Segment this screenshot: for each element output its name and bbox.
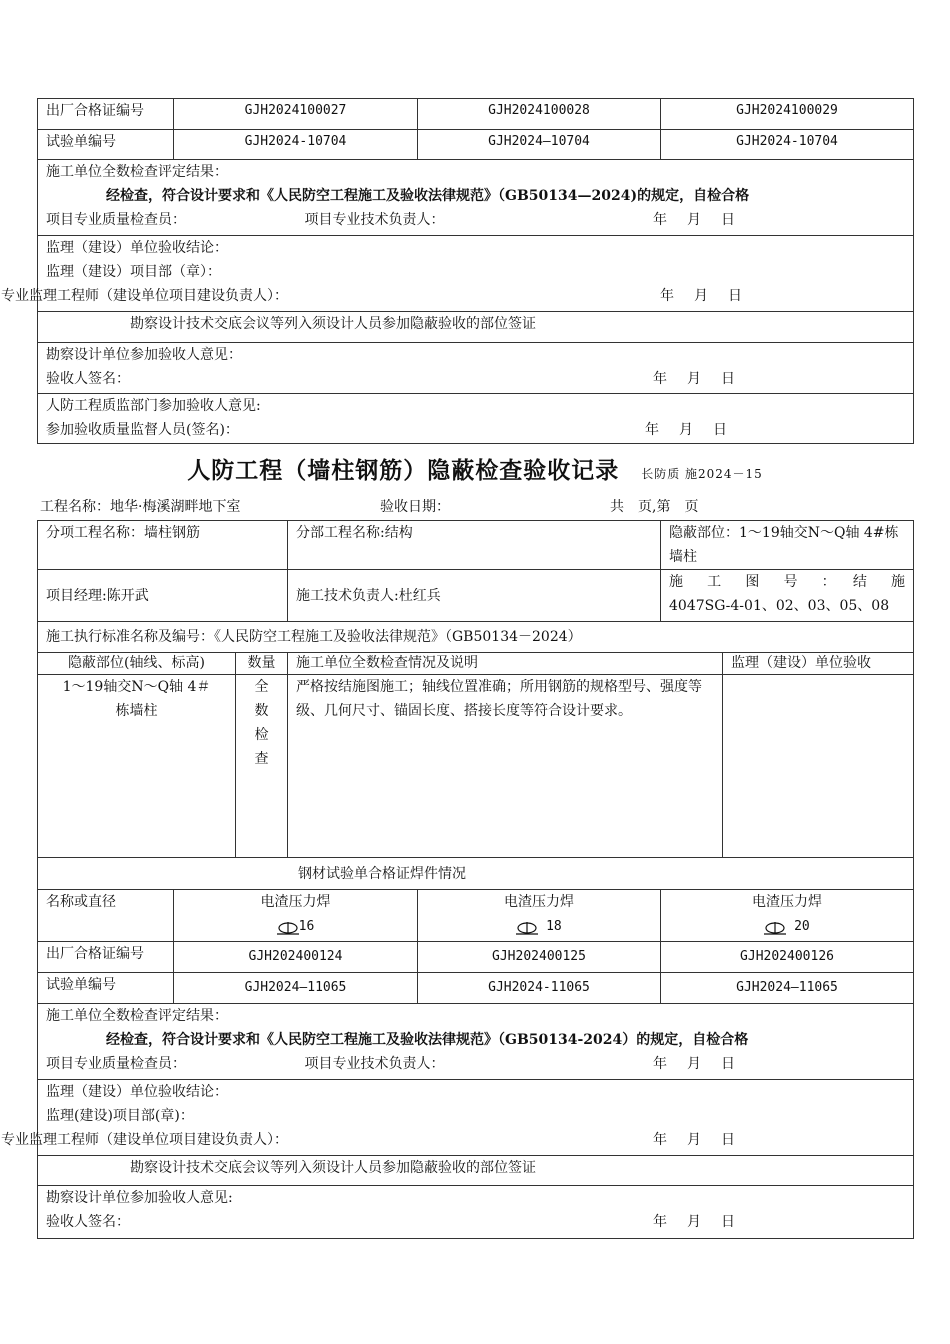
supervision-dept: 监理(建设)项目部(章)： [46, 1108, 194, 1124]
date-fields: 年 月 日 [660, 288, 742, 304]
lower-record-table [1, 520, 920, 1239]
weld-cell [174, 890, 418, 942]
acceptance-date: 验收日期： [380, 499, 450, 515]
title-main: 人防工程（墙柱钢筋）隐蔽检查验收记录 [187, 458, 620, 484]
steel-header: 钢材试验单合格证焊件情况 [38, 858, 914, 890]
test-number: GJH2024—10704 [418, 130, 661, 160]
tech-lead-label: 项目专业技术负责人： [304, 1056, 445, 1072]
eval-cell [38, 160, 914, 236]
civil-defense-cell [38, 394, 914, 444]
eval-label: 施工单位全数检查评定结果： [46, 164, 228, 180]
project-manager: 项目经理:陈开武 [38, 570, 288, 622]
record-title [0, 452, 950, 485]
col-desc: 施工单位全数检查情况及说明 [288, 653, 723, 675]
page-count: 共 页,第 页 [610, 499, 699, 515]
hidden-part: 隐蔽部位：1～19轴交N～Q轴 4#栋墙柱 [661, 521, 914, 570]
survey-opinion: 勘察设计单位参加验收人意见: [46, 1190, 233, 1206]
qty-value: 全数检查 [236, 675, 288, 858]
survey-header: 勘察设计技术交底会议等列入须设计人员参加隐蔽验收的部位签证 [38, 1156, 914, 1186]
diameter: 20 [786, 919, 810, 934]
supervision-engineer: 专业监理工程师（建设单位项目建设负责人）： [1, 1132, 288, 1148]
survey-opinion: 勘察设计单位参加验收人意见： [46, 347, 242, 363]
rebar-diameter-icon [764, 919, 786, 933]
civil-sign: 参加验收质量监督人员(签名)： [46, 422, 239, 438]
project-name: 工程名称：地华·梅溪湖畔地下室 [40, 499, 241, 515]
upper-record-table [1, 98, 914, 444]
test-number: GJH2024-11065 [418, 973, 661, 1004]
eval-label: 施工单位全数检查评定结果： [46, 1008, 228, 1024]
rebar-diameter-icon [516, 919, 538, 933]
title-code: 长防质 施2024－15 [641, 467, 763, 481]
supervision-dept: 监理（建设）项目部（章）： [46, 264, 221, 280]
diameter: 18 [538, 919, 562, 934]
test-number: GJH2024-10704 [661, 130, 914, 160]
test-number: GJH2024-10704 [174, 130, 418, 160]
eval-cell [38, 1004, 914, 1080]
survey-sign: 验收人签名： [46, 371, 130, 387]
project-line [40, 496, 910, 518]
eval-text: 经检查，符合设计要求和《人民防空工程施工及验收法律规范》（GB50134—2024)的规定，自检合格 [106, 188, 750, 204]
weld-cell [418, 890, 661, 942]
name-label: 名称或直径 [38, 890, 174, 942]
cert-number: GJH2024100027 [174, 99, 418, 130]
date-fields: 年 月 日 [653, 1056, 735, 1072]
col-part: 隐蔽部位(轴线、标高) [38, 653, 236, 675]
desc-value: 严格按结施图施工；轴线位置准确；所用钢筋的规格型号、强度等级、几何尺寸、锚固长度、搭接长度等符合设计要求。 [288, 675, 723, 858]
weld-cell [661, 890, 914, 942]
cert-number: GJH2024100029 [661, 99, 914, 130]
date-fields: 年 月 日 [653, 371, 735, 387]
col-supervision: 监理（建设）单位验收 [723, 653, 914, 675]
qc-inspector-label: 项目专业质量检查员： [46, 1056, 186, 1072]
cert-label: 出厂合格证编号 [38, 942, 174, 973]
supervision-cell [1, 1080, 914, 1156]
supervision-value [723, 675, 914, 858]
supervision-engineer: 专业监理工程师（建设单位项目建设负责人）： [1, 288, 288, 304]
tech-lead-label: 项目专业技术负责人： [304, 212, 445, 228]
cert-label: 出厂合格证编号 [38, 99, 174, 130]
cert-number: GJH2024100028 [418, 99, 661, 130]
rebar-diameter-icon [277, 919, 299, 933]
technical-lead: 施工技术负责人:杜红兵 [288, 570, 661, 622]
part-value: 1～19轴交N～Q轴 4＃栋墙柱 [38, 675, 236, 858]
weld-type: 电渣压力焊 [504, 894, 574, 910]
date-fields: 年 月 日 [653, 1214, 736, 1230]
date-fields: 年 月 日 [645, 422, 727, 438]
weld-type: 电渣压力焊 [752, 894, 822, 910]
cert-number: GJH202400124 [174, 942, 418, 973]
part-project: 分部工程名称:结构 [288, 521, 661, 570]
supervision-cell [1, 236, 914, 312]
survey-cell [38, 1186, 914, 1239]
supervision-label: 监理（建设）单位验收结论： [46, 1084, 228, 1100]
cert-number: GJH202400125 [418, 942, 661, 973]
drawing-number: 施 工 图 号 ： 结 施 4047SG-4-01、02、03、05、08 [661, 570, 914, 622]
test-label: 试验单编号 [38, 130, 174, 160]
diameter: 16 [298, 919, 315, 934]
standard: 施工执行标准名称及编号：《人民防空工程施工及验收法律规范》（GB50134－2024） [38, 622, 914, 653]
test-label: 试验单编号 [38, 973, 174, 1004]
supervision-label: 监理（建设）单位验收结论： [46, 240, 228, 256]
cert-number: GJH202400126 [661, 942, 914, 973]
survey-header: 勘察设计技术交底会议等列入须设计人员参加隐蔽验收的部位签证 [38, 312, 914, 343]
test-number: GJH2024—11065 [661, 973, 914, 1004]
survey-sign: 验收人签名： [46, 1214, 130, 1230]
date-fields: 年 月 日 [653, 212, 735, 228]
sub-project: 分项工程名称：墙柱钢筋 [38, 521, 288, 570]
date-fields: 年 月 日 [653, 1132, 736, 1148]
qc-inspector-label: 项目专业质量检查员： [46, 212, 186, 228]
weld-type: 电渣压力焊 [260, 894, 331, 910]
civil-opinion: 人防工程质监部门参加验收人意见: [46, 398, 261, 414]
eval-text: 经检查，符合设计要求和《人民防空工程施工及验收法律规范》（GB50134-2024）的规定，自检合格 [106, 1032, 749, 1048]
col-qty: 数量 [236, 653, 288, 675]
survey-cell [38, 343, 914, 394]
test-number: GJH2024—11065 [174, 973, 418, 1004]
